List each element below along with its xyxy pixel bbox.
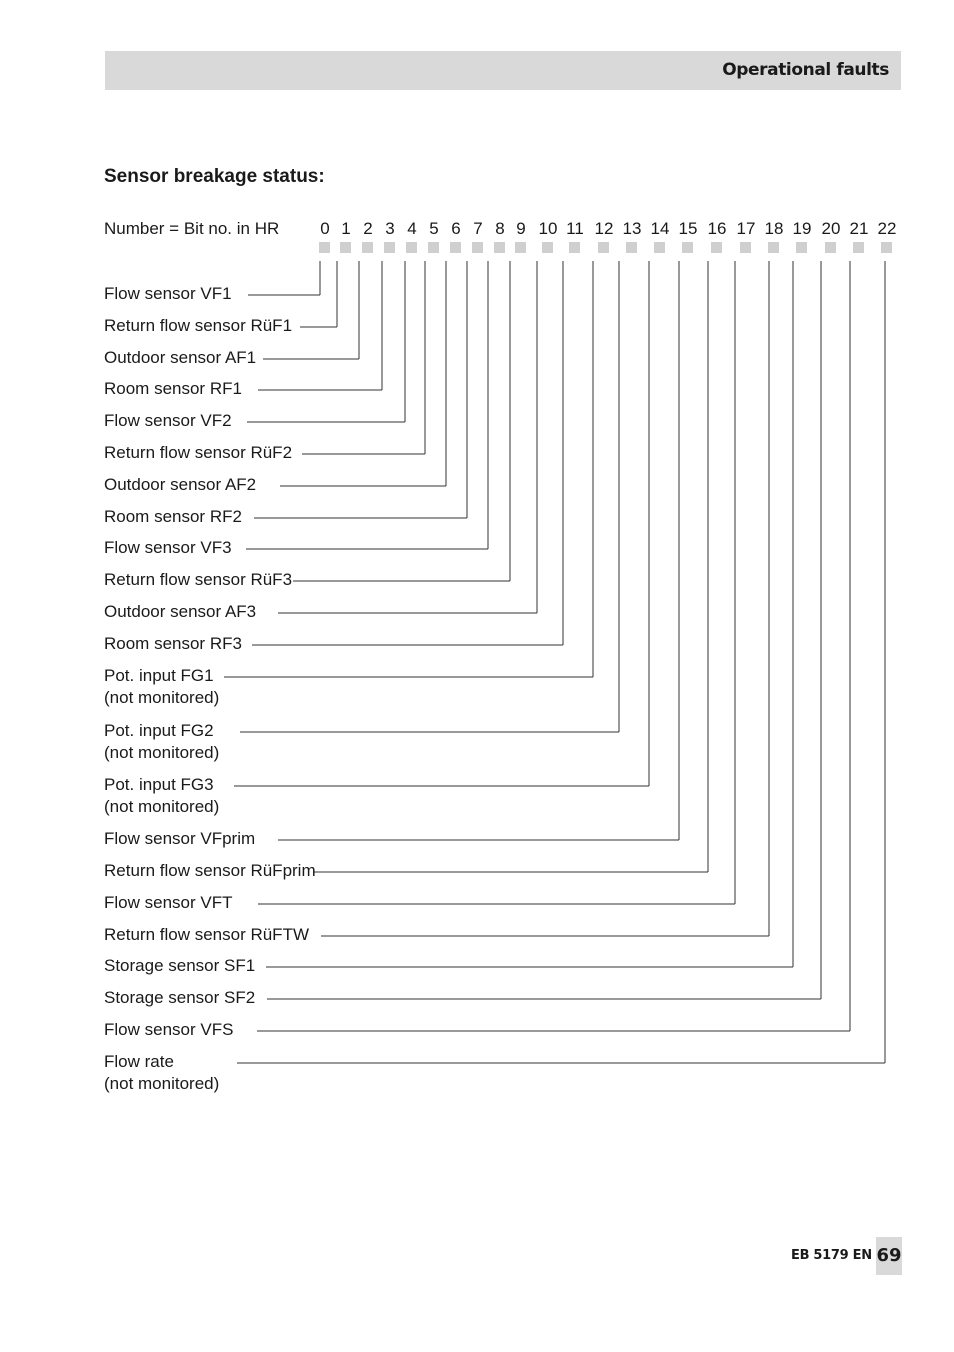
bit-number-label: Number = Bit no. in HR xyxy=(104,219,280,238)
bit-number: 12 xyxy=(594,219,614,238)
bit-number: 0 xyxy=(320,219,330,238)
sensor-label xyxy=(104,774,219,818)
sensor-name: Storage sensor SF2 xyxy=(104,988,256,1007)
sensor-name: Storage sensor SF1 xyxy=(104,956,256,975)
bit-number: 19 xyxy=(792,219,812,238)
sensor-label xyxy=(104,665,219,709)
sensor-name: Outdoor sensor AF1 xyxy=(104,348,257,367)
sensor-name: Room sensor RF2 xyxy=(104,507,242,526)
bit-number: 7 xyxy=(473,219,483,238)
sensor-note: (not monitored) xyxy=(104,688,220,707)
sensor-label xyxy=(104,569,292,591)
bit-number: 20 xyxy=(821,219,841,238)
sensor-name: Flow sensor VFS xyxy=(104,1020,234,1039)
sensor-label xyxy=(104,410,232,432)
sensor-name: Pot. input FG2 xyxy=(104,721,214,740)
sensor-label xyxy=(104,1051,219,1095)
bit-number: 6 xyxy=(451,219,461,238)
sensor-name: Flow sensor VFprim xyxy=(104,829,256,848)
sensor-label xyxy=(104,860,316,882)
page-number: 69 xyxy=(876,1245,902,1266)
sensor-name: Outdoor sensor AF2 xyxy=(104,475,257,494)
sensor-name: Flow sensor VF2 xyxy=(104,411,232,430)
bit-number: 5 xyxy=(429,219,439,238)
sensor-name: Room sensor RF1 xyxy=(104,379,242,398)
sensor-name: Pot. input FG3 xyxy=(104,775,214,794)
bit-number: 3 xyxy=(385,219,395,238)
bit-number: 17 xyxy=(736,219,756,238)
sensor-label xyxy=(104,442,292,464)
bit-number: 14 xyxy=(650,219,670,238)
sensor-name: Flow sensor VFT xyxy=(104,893,233,912)
sensor-name: Return flow sensor RüF1 xyxy=(104,316,293,335)
sensor-label xyxy=(104,1019,233,1041)
sensor-name: Outdoor sensor AF3 xyxy=(104,602,257,621)
bit-number: 16 xyxy=(707,219,727,238)
sensor-name: Pot. input FG1 xyxy=(104,666,214,685)
bit-number: 15 xyxy=(678,219,698,238)
sensor-label xyxy=(104,924,309,946)
sensor-name: Flow rate xyxy=(104,1052,174,1071)
sensor-name: Return flow sensor RüF2 xyxy=(104,443,293,462)
sensor-label xyxy=(104,601,256,623)
sensor-label xyxy=(104,955,255,977)
footer-page-box xyxy=(876,1237,902,1275)
sensor-label xyxy=(104,720,219,764)
bit-number: 2 xyxy=(363,219,373,238)
sensor-label xyxy=(104,537,232,559)
sensor-label xyxy=(104,892,232,914)
sensor-name: Return flow sensor RüFprim xyxy=(104,861,316,880)
bit-number: 11 xyxy=(566,219,584,238)
sensor-label xyxy=(104,987,255,1009)
section-title: Sensor breakage status: xyxy=(104,166,325,187)
sensor-name: Return flow sensor RüFTW xyxy=(104,925,309,944)
bit-number: 18 xyxy=(764,219,784,238)
bit-number: 1 xyxy=(341,219,351,238)
sensor-label xyxy=(104,633,242,655)
bit-number: 4 xyxy=(407,219,417,238)
sensor-note: (not monitored) xyxy=(104,797,220,816)
bit-number: 21 xyxy=(849,219,869,238)
footer-doc-id: EB 5179 EN xyxy=(791,1248,872,1263)
sensor-note: (not monitored) xyxy=(104,743,220,762)
sensor-label xyxy=(104,347,256,369)
sensor-name: Flow sensor VF1 xyxy=(104,284,232,303)
sensor-label xyxy=(104,474,256,496)
sensor-label xyxy=(104,283,232,305)
bit-number: 22 xyxy=(877,219,897,238)
bit-number: 8 xyxy=(495,219,505,238)
sensor-name: Return flow sensor RüF3 xyxy=(104,570,293,589)
sensor-label xyxy=(104,378,242,400)
header-title: Operational faults xyxy=(722,60,889,80)
sensor-label xyxy=(104,315,292,337)
sensor-name: Room sensor RF3 xyxy=(104,634,242,653)
sensor-label xyxy=(104,506,242,528)
bit-number: 10 xyxy=(538,219,558,238)
bit-number: 9 xyxy=(516,219,526,238)
sensor-note: (not monitored) xyxy=(104,1074,220,1093)
sensor-name: Flow sensor VF3 xyxy=(104,538,232,557)
bit-number: 13 xyxy=(622,219,642,238)
sensor-label xyxy=(104,828,255,850)
